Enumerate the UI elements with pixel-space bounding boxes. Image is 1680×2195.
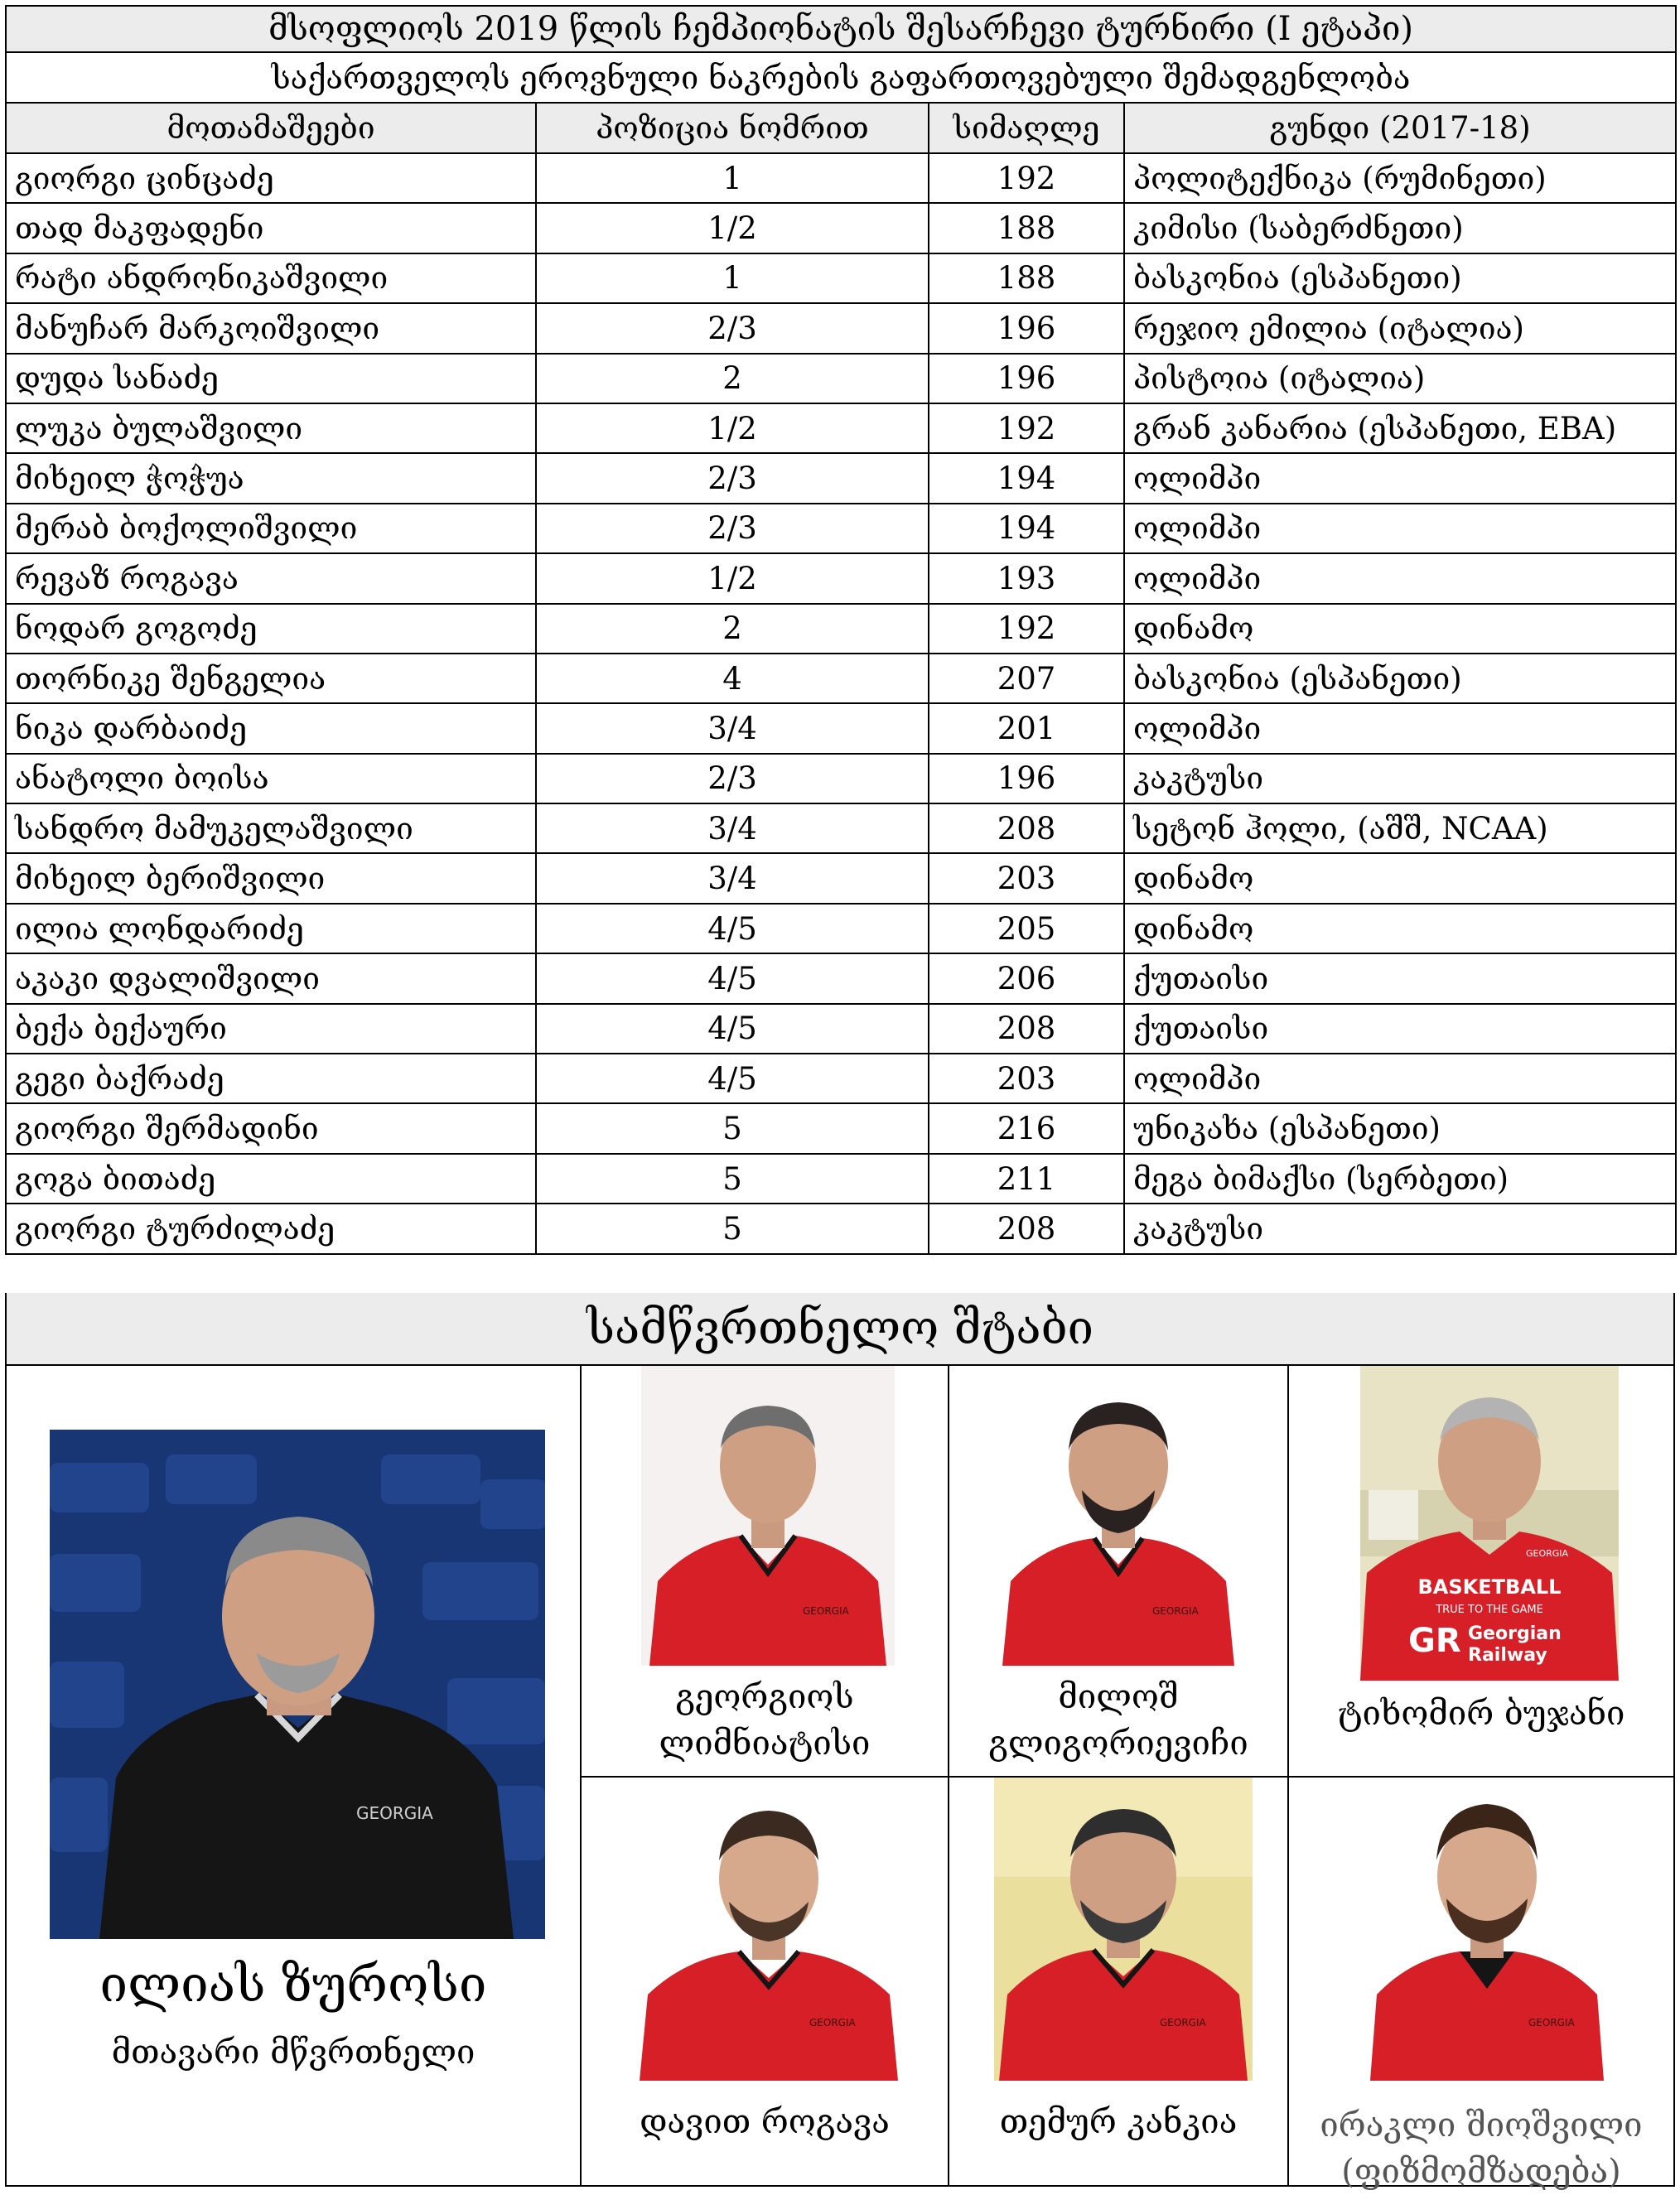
staff-card: [949, 1778, 1287, 2185]
roster-document: [5, 5, 1675, 2191]
player-position: 4: [536, 654, 929, 703]
table-row: [6, 853, 1676, 903]
player-name: ილია ლონდარიძე: [6, 904, 536, 953]
player-team: დინამო: [1124, 904, 1676, 953]
player-name: ნიკა დარბაიძე: [6, 703, 536, 753]
player-rows: [6, 153, 1676, 1254]
staff-card: [949, 1366, 1287, 1776]
banner-text-3: Georgian: [1468, 1623, 1562, 1644]
table-row: [6, 654, 1676, 703]
player-name: სანდრო მამუკელაშვილი: [6, 803, 536, 853]
staff-image: [999, 1374, 1238, 1666]
shirt-logo-text: GEORGIA: [1528, 2017, 1575, 2029]
player-height: 208: [929, 803, 1124, 853]
player-position: 2/3: [536, 754, 929, 803]
player-name: ლუკა ბულაშვილი: [6, 403, 536, 453]
player-height: 203: [929, 853, 1124, 903]
shirt-logo-text: GEORGIA: [1152, 1605, 1199, 1617]
player-position: 1: [536, 253, 929, 303]
player-position: 3/4: [536, 803, 929, 853]
player-position: 2/3: [536, 504, 929, 553]
column-header-height: სიმაღლე: [929, 103, 1124, 153]
player-name: ანატოლი ბოისა: [6, 754, 536, 803]
player-name: გიორგი ტურძილაძე: [6, 1204, 536, 1253]
player-name: რევაზ როგავა: [6, 553, 536, 603]
player-team: რეჯიო ემილია (იტალია): [1124, 303, 1676, 353]
table-row: [6, 504, 1676, 553]
player-height: 216: [929, 1103, 1124, 1153]
table-row: [6, 303, 1676, 353]
player-team: ბასკონია (ესპანეთი): [1124, 654, 1676, 703]
table-row: [6, 153, 1676, 203]
banner-logo: GR: [1408, 1622, 1461, 1660]
player-name: გოგა ბითაძე: [6, 1154, 536, 1204]
player-position: 2/3: [536, 453, 929, 503]
table-row: [6, 803, 1676, 853]
player-height: 192: [929, 153, 1124, 203]
banner-text-2: TRUE TO THE GAME: [1436, 1604, 1543, 1616]
player-name: მიხეილ ბერიშვილი: [6, 853, 536, 903]
player-team: ოლიმპი: [1124, 553, 1676, 603]
staff-photo: [1360, 1366, 1619, 1681]
staff-photo: [999, 1374, 1238, 1666]
table-row: [6, 703, 1676, 753]
player-name: აკაკი დვალიშვილი: [6, 953, 536, 1003]
player-position: 1/2: [536, 403, 929, 453]
player-name: დუდა სანაძე: [6, 354, 536, 403]
player-height: 188: [929, 253, 1124, 303]
player-height: 193: [929, 553, 1124, 603]
table-row: [6, 553, 1676, 603]
player-position: 2: [536, 604, 929, 654]
player-position: 3/4: [536, 703, 929, 753]
column-header-players: მოთამაშეები: [6, 103, 536, 153]
head-coach-name: ილიას ზუროსი: [99, 1956, 487, 2014]
player-position: 1/2: [536, 203, 929, 253]
roster-table: [5, 5, 1677, 1255]
table-row: [6, 1004, 1676, 1054]
player-height: 211: [929, 1154, 1124, 1204]
player-team: კიმისი (საბერძნეთი): [1124, 203, 1676, 253]
head-coach-image: [50, 1430, 545, 1939]
player-position: 5: [536, 1103, 929, 1153]
shirt-logo-text: GEORGIA: [1160, 2017, 1206, 2029]
staff-image: [994, 1778, 1253, 2081]
banner-text-4: Railway: [1468, 1645, 1547, 1666]
player-team: პისტოია (იტალია): [1124, 354, 1676, 403]
player-height: 194: [929, 453, 1124, 503]
staff-image: [1367, 1778, 1607, 2081]
player-team: სეტონ ჰოლი, (აშშ, NCAA): [1124, 803, 1676, 853]
player-team: დინამო: [1124, 604, 1676, 654]
player-team: დინამო: [1124, 853, 1676, 903]
player-team: ბასკონია (ესპანეთი): [1124, 253, 1676, 303]
staff-name-line1: ტიხომირ ბუჯანი: [1337, 1695, 1625, 1733]
player-name: გიორგი შერმადინი: [6, 1103, 536, 1153]
table-row: [6, 953, 1676, 1003]
table-row: [6, 754, 1676, 803]
subtitle-row: [6, 52, 1676, 103]
staff-name-line2: გლიგორიევიჩი: [988, 1725, 1248, 1763]
table-row: [6, 1204, 1676, 1253]
player-name: მანუჩარ მარკოიშვილი: [6, 303, 536, 353]
player-height: 201: [929, 703, 1124, 753]
player-height: 192: [929, 604, 1124, 654]
player-name: რატი ანდრონიკაშვილი: [6, 253, 536, 303]
staff-card: [582, 1778, 948, 2185]
staff-title: სამწვრთნელო შტაბი: [5, 1293, 1675, 1366]
player-position: 1: [536, 153, 929, 203]
player-height: 205: [929, 904, 1124, 953]
table-row: [6, 354, 1676, 403]
player-name: ნოდარ გოგოძე: [6, 604, 536, 654]
table-row: [6, 1154, 1676, 1204]
staff-name-line1: დავით როგავა: [640, 2103, 890, 2141]
table-row: [6, 904, 1676, 953]
title-row: [6, 6, 1676, 52]
player-team: პოლიტექნიკა (რუმინეთი): [1124, 153, 1676, 203]
player-height: 208: [929, 1204, 1124, 1253]
column-header-row: [6, 103, 1676, 153]
shirt-logo-text: GEORGIA: [356, 1803, 433, 1823]
player-team: გრან კანარია (ესპანეთი, EBA): [1124, 403, 1676, 453]
player-height: 192: [929, 403, 1124, 453]
shirt-logo-text: GEORGIA: [1526, 1548, 1569, 1559]
staff-image: [1360, 1366, 1619, 1681]
player-position: 2: [536, 354, 929, 403]
player-height: 194: [929, 504, 1124, 553]
column-header-position: პოზიცია ნომრით: [536, 103, 929, 153]
player-height: 207: [929, 654, 1124, 703]
player-name: მერაბ ბოქოლიშვილი: [6, 504, 536, 553]
table-row: [6, 1054, 1676, 1103]
player-team: კაკტუსი: [1124, 1204, 1676, 1253]
player-position: 4/5: [536, 1054, 929, 1103]
staff-name-line2: (ფიზმომზადება): [1341, 2153, 1621, 2191]
table-row: [6, 253, 1676, 303]
staff-image: [641, 1366, 895, 1666]
player-team: ოლიმპი: [1124, 703, 1676, 753]
player-team: ქუთაისი: [1124, 953, 1676, 1003]
player-height: 206: [929, 953, 1124, 1003]
table-row: [6, 1103, 1676, 1153]
staff-image: [631, 1778, 906, 2081]
player-position: 1/2: [536, 553, 929, 603]
player-team: მეგა ბიმაქსი (სერბეთი): [1124, 1154, 1676, 1204]
table-row: [6, 403, 1676, 453]
staff-name-line1: გეორგიოს: [675, 1678, 854, 1716]
staff-photo: [631, 1778, 906, 2081]
staff-name-line2: ლიმნიატისი: [659, 1725, 871, 1763]
player-height: 196: [929, 303, 1124, 353]
player-name: მიხეილ ჭოჭუა: [6, 453, 536, 503]
player-position: 5: [536, 1204, 929, 1253]
player-name: გიორგი ცინცაძე: [6, 153, 536, 203]
staff-name-line1: მილოშ: [1058, 1678, 1179, 1716]
table-row: [6, 203, 1676, 253]
shirt-logo-text: GEORGIA: [803, 1605, 849, 1617]
player-team: ოლიმპი: [1124, 504, 1676, 553]
table-row: [6, 453, 1676, 503]
staff-name-line1: თემურ კანკია: [999, 2103, 1238, 2141]
player-name: თორნიკე შენგელია: [6, 654, 536, 703]
player-team: უნიკახა (ესპანეთი): [1124, 1103, 1676, 1153]
player-team: კაკტუსი: [1124, 754, 1676, 803]
player-name: ბექა ბექაური: [6, 1004, 536, 1054]
player-position: 3/4: [536, 853, 929, 903]
player-position: 4/5: [536, 1004, 929, 1054]
staff-card: [582, 1366, 948, 1776]
staff-name-line1: ირაკლი შიოშვილი: [1320, 2106, 1643, 2144]
column-header-team: გუნდი (2017-18): [1124, 103, 1676, 153]
staff-photo: [1367, 1778, 1607, 2081]
player-position: 5: [536, 1154, 929, 1204]
staff-card: [1289, 1366, 1673, 1776]
player-team: ოლიმპი: [1124, 453, 1676, 503]
player-team: ქუთაისი: [1124, 1004, 1676, 1054]
staff-photo: [641, 1366, 895, 1666]
head-coach-role: მთავარი მწვრთნელი: [111, 2033, 476, 2072]
table-row: [6, 604, 1676, 654]
player-position: 4/5: [536, 953, 929, 1003]
page-subtitle: საქართველოს ეროვნული ნაკრების გაფართოვებული შემადგენლობა: [6, 52, 1676, 103]
player-height: 203: [929, 1054, 1124, 1103]
staff-grid: [5, 1366, 1675, 2191]
banner-text-1: BASKETBALL: [1417, 1575, 1562, 1599]
player-team: ოლიმპი: [1124, 1054, 1676, 1103]
player-name: თად მაკფადენი: [6, 203, 536, 253]
player-height: 196: [929, 754, 1124, 803]
player-position: 2/3: [536, 303, 929, 353]
shirt-logo-text: GEORGIA: [809, 2017, 856, 2029]
head-coach-card: [7, 1366, 580, 2185]
player-height: 188: [929, 203, 1124, 253]
head-coach-photo: [50, 1430, 545, 1939]
staff-photo: [994, 1778, 1253, 2081]
player-position: 4/5: [536, 904, 929, 953]
player-name: გეგი ბაქრაძე: [6, 1054, 536, 1103]
player-height: 196: [929, 354, 1124, 403]
player-height: 208: [929, 1004, 1124, 1054]
staff-card: [1289, 1778, 1673, 2191]
page-title: მსოფლიოს 2019 წლის ჩემპიონატის შესარჩევი ტურნირი (I ეტაპი): [6, 6, 1676, 52]
